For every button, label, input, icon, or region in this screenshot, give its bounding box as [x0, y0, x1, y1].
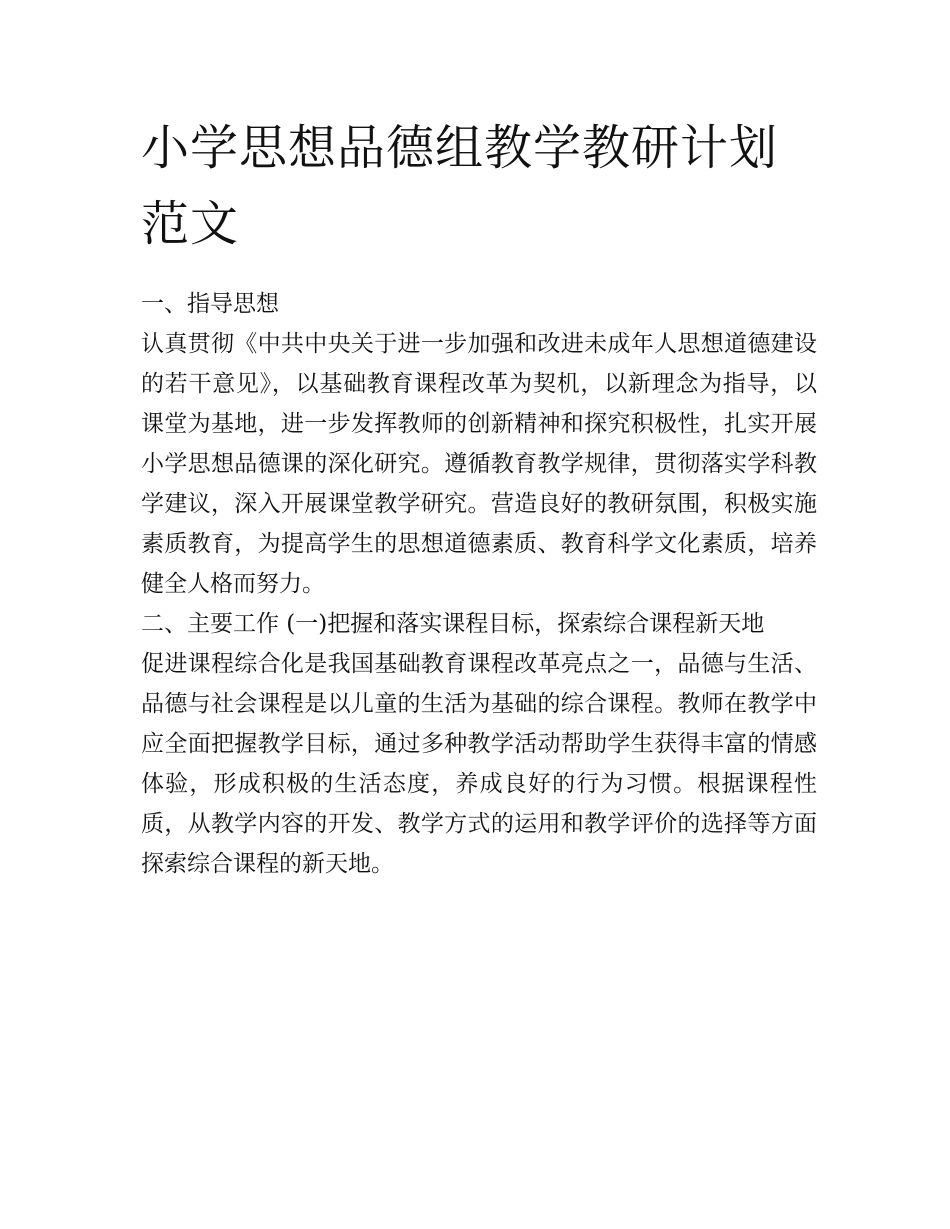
document-title: 小学思想品德组教学教研计划范文	[141, 120, 779, 252]
section-body-guiding-ideology: 认真贯彻《中共中央关于进一步加强和改进未成年人思想道德建设的若干意见》，以基础教育课程改革为契机，以新理念为指导，以课堂为基地，进一步发挥教师的创新精神和探究积极性，扎实开展小学思想品德课的深化研究。遵循教育教学规律，贯彻落实学科教学建议，深入开展课堂教学研究。营造良好的教研氛围，积极实施素质教育，为提高学生的思想道德素质、教育科学文化素质，培养健全人格而努力。	[141, 331, 817, 597]
section-heading-guiding-ideology: 一、指导思想	[141, 291, 279, 317]
section-heading-main-work: 二、主要工作 (一)把握和落实课程目标，探索综合课程新天地	[141, 611, 765, 637]
section-body-main-work: 促进课程综合化是我国基础教育课程改革亮点之一，品德与生活、品德与社会课程是以儿童的生活为基础的综合课程。教师在教学中应全面把握教学目标，通过多种教学活动帮助学生获得丰富的情感体验，形成积极的生活态度，养成良好的行为习惯。根据课程性质，从教学内容的开发、教学方式的运用和教学评价的选择等方面探索综合课程的新天地。	[141, 651, 817, 877]
document-content	[141, 110, 817, 884]
